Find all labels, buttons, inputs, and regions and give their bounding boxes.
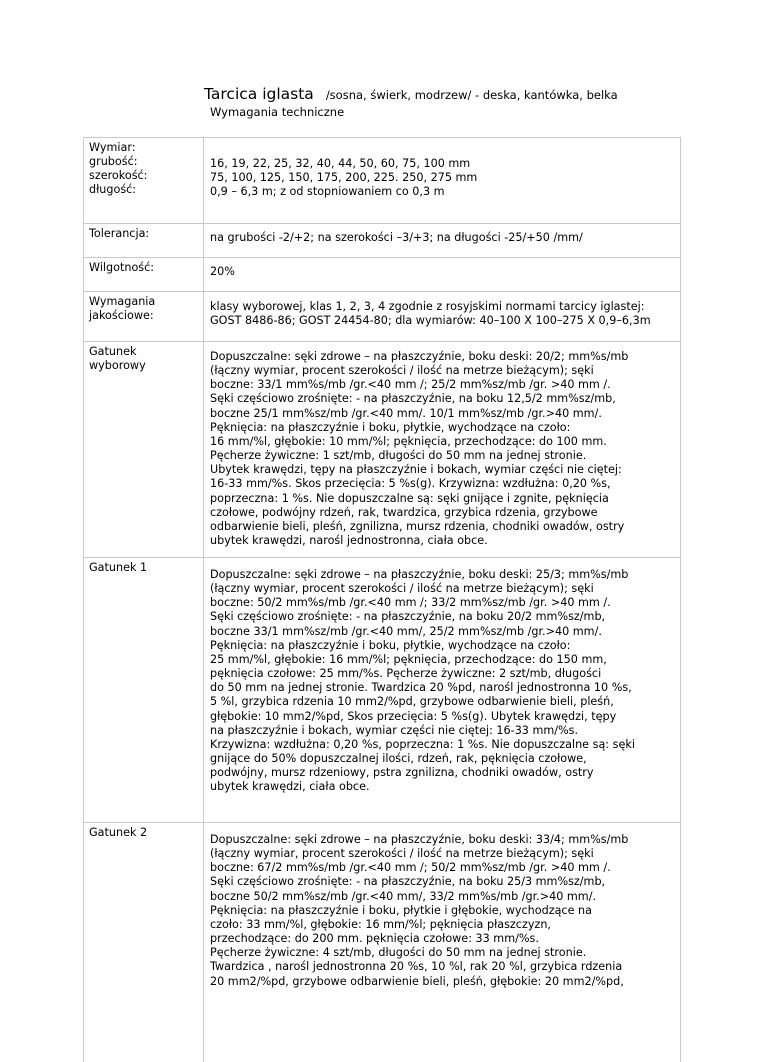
value-line: Sęki częściowo zrośnięte: - na płaszczyźnie, na boku 12,5/2 mm%sz/mb, xyxy=(210,392,678,406)
row-dimensions xyxy=(84,138,681,224)
value-line: na płaszczyźnie i bokach, wymiar części nie ciętej: 16-33 mm/%s. xyxy=(210,724,678,738)
label-cell-quality xyxy=(84,292,204,342)
value-cell-grade-1 xyxy=(204,558,681,823)
label-cell-moisture: Wilgotność: xyxy=(84,258,204,292)
value-line: czoło: 33 mm/%l, głębokie: 16 mm/%l; pęknięcia płaszczyzn, xyxy=(210,918,678,932)
value-line: Ubytek krawędzi, tępy na płaszczyźnie i bokach, wymiar części nie ciętej: xyxy=(210,463,678,477)
label-cell-grade-select xyxy=(84,342,204,558)
value-line: poprzeczna: 1 %s. Nie dopuszczalne są: sęki gnijące i zgnite, pęknięcia xyxy=(210,492,678,506)
value-line: gnijące do 50% dopuszczalnej ilości, rdzeń, rak, pęknięcia czołowe, xyxy=(210,752,678,766)
value-line: Pęknięcia: na płaszczyźnie i boku, płytkie, wychodzące na czoło: xyxy=(210,639,678,653)
row-quality-requirements xyxy=(84,292,681,342)
value-line: do 50 mm na jednej stronie. Twardzica 20 %pd, narośl jednostronna 10 %s, xyxy=(210,681,678,695)
spec-table xyxy=(83,137,681,1062)
value-line: czołowe, podwójny rdzeń, rak, twardzica, grzybica rdzenia, grzybowe xyxy=(210,506,678,520)
label-line: szerokość: xyxy=(89,169,199,183)
value-line: boczne 33/1 mm%sz/mb /gr.<40 mm/, 25/2 mm%sz/mb /gr.>40 mm/. xyxy=(210,625,678,639)
row-grade-1 xyxy=(84,558,681,823)
row-tolerance xyxy=(84,224,681,258)
row-grade-2 xyxy=(84,823,681,1062)
value-cell-moisture: 20% xyxy=(204,258,681,292)
label-line: Gatunek xyxy=(89,345,199,359)
value-line: podwójny, mursz rdzeniowy, pstra zgnilizna, chodniki owadów, ostry xyxy=(210,766,678,780)
label-cell-dimensions xyxy=(84,138,204,224)
document-title: Tarcica iglasta xyxy=(204,85,314,103)
label-line: Wymagania xyxy=(89,295,199,309)
label-line: jakościowe: xyxy=(89,309,199,323)
value-line: Dopuszczalne: sęki zdrowe – na płaszczyźnie, boku deski: 25/3; mm%s/mb xyxy=(210,568,678,582)
value-line: Pęknięcia: na płaszczyźnie i boku, płytkie, wychodzące na czoło: xyxy=(210,421,678,435)
value-line: GOST 8486-86; GOST 24454-80; dla wymiarów: 40–100 X 100–275 X 0,9–6,3m xyxy=(210,314,678,328)
value-line: Dopuszczalne: sęki zdrowe – na płaszczyźnie, boku deski: 20/2; mm%s/mb xyxy=(210,350,678,364)
value-line: Krzywizna: wzdłużna: 0,20 %s, poprzeczna: 1 %s. Nie dopuszczalne są: sęki xyxy=(210,738,678,752)
title-line xyxy=(204,84,618,103)
value-line: klasy wyborowej, klas 1, 2, 3, 4 zgodnie z rosyjskimi normami tarcicy iglastej: xyxy=(210,300,678,314)
value-line: 16 mm/%l, głębokie: 10 mm/%l; pęknięcia, przechodzące: do 100 mm. xyxy=(210,435,678,449)
value-line: głębokie: 10 mm2/%pd, Skos przecięcia: 5 %s(g). Ubytek krawędzi, tępy xyxy=(210,710,678,724)
value-line: Dopuszczalne: sęki zdrowe – na płaszczyźnie, boku deski: 33/4; mm%s/mb xyxy=(210,833,678,847)
label-line: wyborowy xyxy=(89,359,199,373)
value-line: 16-33 mm/%s. Skos przecięcia: 5 %s(g). Krzywizna: wzdłużna: 0,20 %s, xyxy=(210,477,678,491)
value-line: 5 %l, grzybica rdzenia 10 mm2/%pd, grzybowe odbarwienie bieli, pleśń, xyxy=(210,695,678,709)
value-line: boczne 25/1 mm%sz/mb /gr.<40 mm/. 10/1 mm%sz/mb /gr.>40 mm/. xyxy=(210,407,678,421)
value-line: (łączny wymiar, procent szerokości / ilość na metrze bieżącym); sęki xyxy=(210,582,678,596)
value-cell-grade-select xyxy=(204,342,681,558)
value-cell-quality xyxy=(204,292,681,342)
document-subtitle: Wymagania techniczne xyxy=(210,105,618,119)
value-line: Pęcherze żywiczne: 4 szt/mb, długości do 50 mm na jednej stronie. xyxy=(210,946,678,960)
value-line: pęknięcia czołowe: 25 mm/%s. Pęcherze żywiczne: 2 szt/mb, długości xyxy=(210,667,678,681)
value-line: Pęknięcia: na płaszczyźnie i boku, płytkie i głębokie, wychodzące na xyxy=(210,904,678,918)
value-line: ubytek krawędzi, ciała obce. xyxy=(210,780,678,794)
label-cell-tolerance: Tolerancja: xyxy=(84,224,204,258)
label-cell-grade-1: Gatunek 1 xyxy=(84,558,204,823)
value-cell-grade-2 xyxy=(204,823,681,1062)
document-header xyxy=(204,84,618,119)
label-cell-grade-2: Gatunek 2 xyxy=(84,823,204,1062)
row-grade-select xyxy=(84,342,681,558)
value-line: (łączny wymiar, procent szerokości / ilość na metrze bieżącym); sęki xyxy=(210,847,678,861)
label-line: Wymiar: xyxy=(89,141,199,155)
value-line: Twardzica , narośl jednostronna 20 %s, 10 %l, rak 20 %l, grzybica rdzenia xyxy=(210,960,678,974)
value-line: 16, 19, 22, 25, 32, 40, 44, 50, 60, 75, 100 mm xyxy=(210,157,678,171)
value-line: 25 mm/%l, głębokie: 16 mm/%l; pęknięcia, przechodzące: do 150 mm, xyxy=(210,653,678,667)
value-line: (łączny wymiar, procent szerokości / ilość na metrze bieżącym); sęki xyxy=(210,364,678,378)
value-line: 0,9 – 6,3 m; z od stopniowaniem co 0,3 m xyxy=(210,185,678,199)
value-line: odbarwienie bieli, pleśń, zgnilizna, mursz rdzenia, chodniki owadów, ostry xyxy=(210,520,678,534)
value-line: 75, 100, 125, 150, 175, 200, 225. 250, 275 mm xyxy=(210,171,678,185)
value-line: boczne: 50/2 mm%s/mb /gr.<40 mm /; 33/2 mm%sz/mb /gr. >40 mm /. xyxy=(210,596,678,610)
value-line: Pęcherze żywiczne: 1 szt/mb, długości do 50 mm na jednej stronie. xyxy=(210,449,678,463)
value-cell-tolerance: na grubości -2/+2; na szerokości –3/+3; na długości -25/+50 /mm/ xyxy=(204,224,681,258)
value-line: Sęki częściowo zrośnięte: - na płaszczyźnie, na boku 20/2 mm%sz/mb, xyxy=(210,610,678,624)
label-line: długość: xyxy=(89,183,199,197)
value-line: Sęki częściowo zrośnięte: - na płaszczyźnie, na boku 25/3 mm%sz/mb, xyxy=(210,875,678,889)
value-line: boczne 50/2 mm%sz/mb /gr.<40 mm/, 33/2 mm%s/mb /gr.>40 mm/. xyxy=(210,890,678,904)
value-line: boczne: 67/2 mm%s/mb /gr.<40 mm /; 50/2 mm%sz/mb /gr. >40 mm /. xyxy=(210,861,678,875)
value-line: boczne: 33/1 mm%s/mb /gr.<40 mm /; 25/2 mm%sz/mb /gr. >40 mm /. xyxy=(210,378,678,392)
document-title-species: /sosna, świerk, modrzew/ - deska, kantówka, belka xyxy=(326,88,618,102)
value-line: 20 mm2/%pd, grzybowe odbarwienie bieli, pleśń, głębokie: 20 mm2/%pd, xyxy=(210,975,678,989)
label-line: grubość: xyxy=(89,155,199,169)
value-line: przechodzące: do 200 mm. pęknięcia czołowe: 33 mm/%s. xyxy=(210,932,678,946)
value-line: ubytek krawędzi, narośl jednostronna, ciała obce. xyxy=(210,534,678,548)
value-cell-dimensions xyxy=(204,138,681,224)
row-moisture xyxy=(84,258,681,292)
